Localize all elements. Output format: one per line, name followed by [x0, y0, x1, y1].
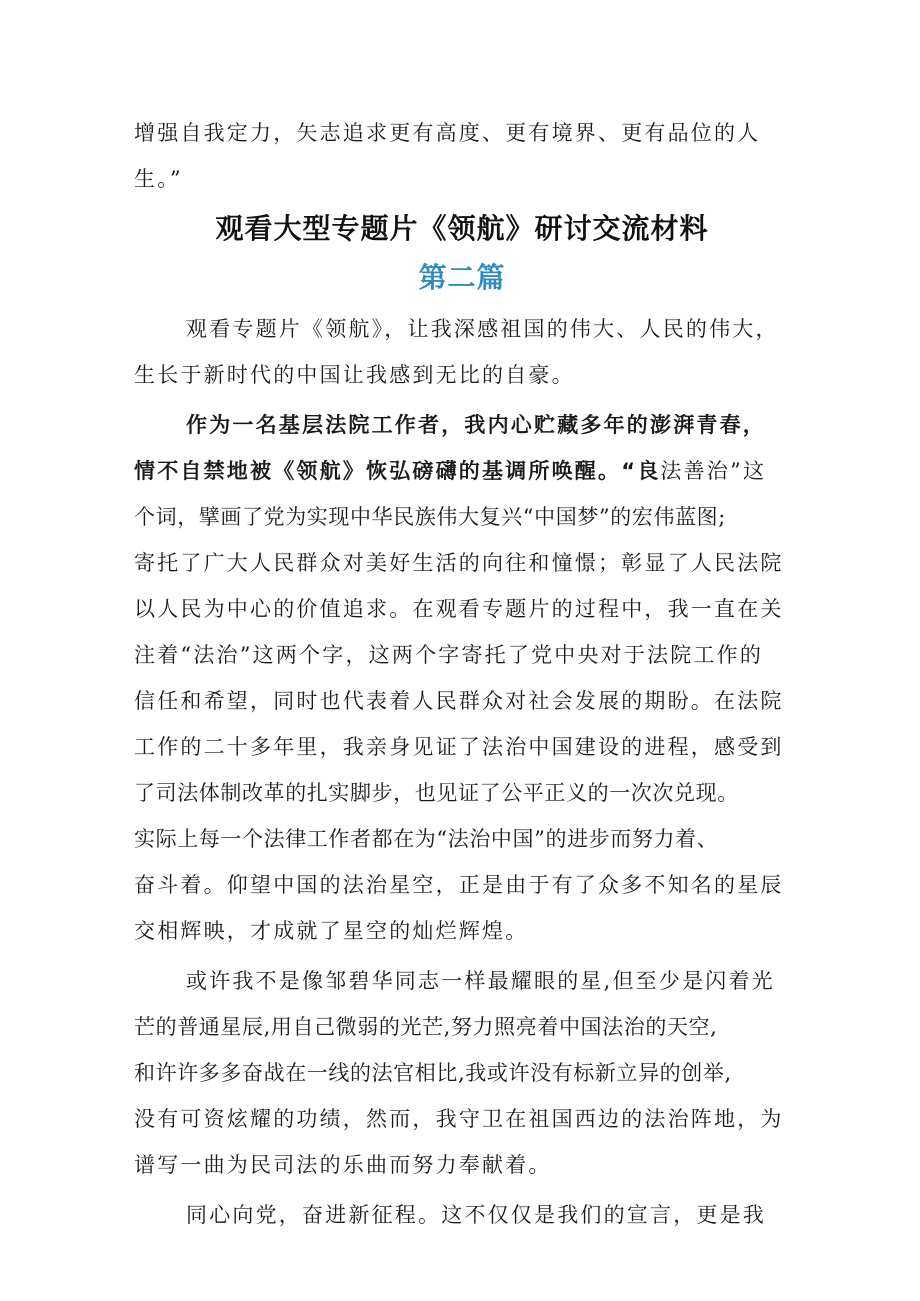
text-line: 信任和希望，同时也代表着人民群众对社会发展的期盼。在法院	[134, 689, 784, 713]
intro-paragraph	[134, 110, 790, 202]
bold-text-span: 情不自禁地被《领航》恢弘磅礴的基调所唤醒。“良	[134, 459, 661, 483]
text-line: 工作的二十多年里，我亲身见证了法治中国建设的进程，感受到	[134, 735, 784, 759]
text-line: 生。”	[134, 167, 183, 191]
text-line: 观看专题片《领航》，让我深感祖国的伟大、人民的伟大，	[186, 317, 779, 341]
text-line: 了司法体制改革的扎实脚步，也见证了公平正义的一次次兑现。	[134, 781, 739, 805]
text-line: 同心向党，奋进新征程。这不仅仅是我们的宣言，更是我	[186, 1203, 766, 1227]
text-line: 生长于新时代的中国让我感到无比的自豪。	[134, 363, 575, 387]
text-line: 注着“法治”这两个字，这两个字寄托了党中央对于法院工作的	[134, 643, 764, 667]
text-line: 谱写一曲为民司法的乐曲而努力奉献着。	[134, 1153, 552, 1177]
document-subtitle: 第二篇	[418, 261, 506, 294]
document-title: 观看大型专题片《领航》研讨交流材料	[215, 212, 709, 245]
paragraph-4	[134, 1192, 790, 1238]
text-line: 和许许多多奋战在一线的法官相比,我或许没有标新立异的创举,	[134, 1061, 732, 1085]
paragraph-3	[134, 958, 790, 1188]
paragraph-1	[134, 306, 790, 398]
text-line: 寄托了广大人民群众对美好生活的向往和憧憬；彰显了人民法院	[134, 551, 784, 575]
bold-text-line: 作为一名基层法院工作者，我内心贮藏多年的澎湃青春，	[186, 413, 766, 437]
text-line: 以人民为中心的价值追求。在观看专题片的过程中，我一直在关	[134, 597, 784, 621]
text-line: 芒的普通星辰,用自己微弱的光芒,努力照亮着中国法治的天空,	[134, 1015, 718, 1039]
text-line	[134, 448, 790, 494]
paragraph-2	[134, 402, 790, 954]
text-line: 没有可资炫耀的功绩，然而，我守卫在祖国西边的法治阵地，为	[134, 1107, 784, 1131]
text-line: 交相辉映，才成就了星空的灿烂辉煌。	[134, 919, 529, 943]
text-span: 法善治”这	[660, 459, 767, 483]
text-line: 增强自我定力，矢志追求更有高度、更有境界、更有品位的人	[134, 121, 761, 145]
text-line: 奋斗着。仰望中国的法治星空，正是由于有了众多不知名的星辰	[134, 873, 784, 897]
document-body	[134, 110, 790, 1238]
text-line: 实际上每一个法律工作者都在为“法治中国”的进步而努力着、	[134, 827, 719, 851]
text-line: 或许我不是像邹碧华同志一样最耀眼的星,但至少是闪着光	[186, 969, 775, 993]
text-line: 个词，擘画了党为实现中华民族伟大复兴“中国梦”的宏伟蓝图;	[134, 505, 726, 529]
